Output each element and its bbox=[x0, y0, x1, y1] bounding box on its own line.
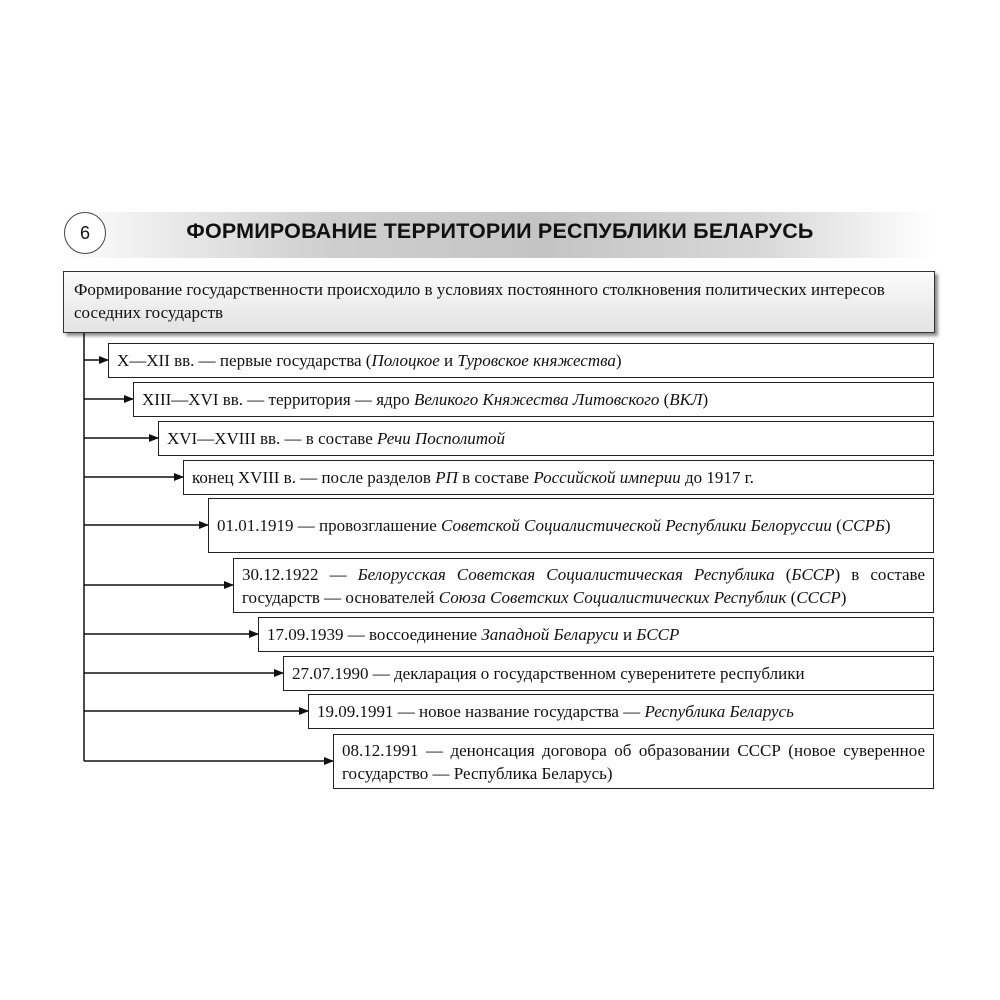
event-text-run: XVI—XVIII вв. — в составе bbox=[167, 429, 378, 448]
event-box-10 bbox=[333, 734, 934, 789]
event-box-2 bbox=[133, 382, 934, 417]
event-text-run: XIII—XVI вв. — территория — ядро bbox=[142, 390, 414, 409]
event-box-6 bbox=[233, 558, 934, 613]
event-text-run: ( bbox=[831, 516, 842, 535]
event-text-run: ( bbox=[774, 564, 792, 584]
event-text bbox=[167, 427, 925, 450]
event-box-9 bbox=[308, 694, 934, 729]
event-text-italic: БССР bbox=[636, 625, 680, 644]
event-text-italic: Туровское княжества bbox=[457, 351, 616, 370]
event-text-italic: РП bbox=[435, 468, 458, 487]
event-text bbox=[242, 563, 925, 609]
event-text-run: ) в составе государств — основателей bbox=[242, 564, 925, 607]
event-text bbox=[267, 623, 925, 646]
event-text-italic: Речи Посполитой bbox=[377, 429, 506, 448]
event-text-italic: Полоцкое bbox=[371, 351, 440, 370]
event-box-7 bbox=[258, 617, 934, 652]
event-text-run: 17.09.1939 — воссоединение bbox=[267, 625, 482, 644]
event-box-1 bbox=[108, 343, 934, 378]
event-text-run: ) bbox=[615, 351, 622, 370]
event-text-italic: ВКЛ bbox=[669, 390, 703, 409]
event-text-italic: Республика Беларусь bbox=[644, 702, 794, 721]
event-text-italic: Белорусская Советская Социалистическая Республика bbox=[357, 564, 775, 584]
page-title: ФОРМИРОВАНИЕ ТЕРРИТОРИИ РЕСПУБЛИКИ БЕЛАРУСЬ bbox=[186, 219, 814, 243]
event-text-italic: Союза Советских Социалистических Республик bbox=[438, 587, 787, 607]
event-text-run: до 1917 г. bbox=[680, 468, 754, 487]
page-number: 6 bbox=[79, 222, 90, 243]
event-text-run: ) bbox=[702, 390, 709, 409]
event-box-5 bbox=[208, 498, 934, 553]
event-box-4 bbox=[183, 460, 934, 495]
event-box-8 bbox=[283, 656, 934, 691]
event-box-3 bbox=[158, 421, 934, 456]
event-text bbox=[292, 662, 925, 685]
event-text-italic: БССР bbox=[791, 564, 835, 584]
event-text bbox=[192, 466, 925, 489]
event-text bbox=[117, 349, 925, 372]
event-text bbox=[142, 388, 925, 411]
event-text-run: ) bbox=[840, 587, 847, 607]
event-text bbox=[342, 739, 925, 785]
event-text-italic: Российской империи bbox=[533, 468, 681, 487]
event-text-italic: Западной Беларуси bbox=[481, 625, 619, 644]
page-number-badge bbox=[64, 212, 106, 254]
event-text-italic: Советской Социалистической Республики Белоруссии bbox=[441, 516, 832, 535]
event-text-run: и bbox=[618, 625, 637, 644]
event-text bbox=[217, 514, 925, 537]
event-text bbox=[317, 700, 925, 723]
event-text-italic: СССР bbox=[796, 587, 841, 607]
event-text-run: 19.09.1991 — новое название государства — bbox=[317, 702, 645, 721]
event-text-run: 30.12.1922 — bbox=[242, 564, 358, 584]
intro-box bbox=[63, 271, 935, 333]
event-text-run: конец XVIII в. — после разделов bbox=[192, 468, 436, 487]
event-text-run: ( bbox=[786, 587, 797, 607]
intro-text: Формирование государственности происходило в условиях постоянного столкновения политических интересов соседних государств bbox=[74, 280, 885, 322]
event-text-run: и bbox=[439, 351, 458, 370]
event-text-run: ( bbox=[659, 390, 670, 409]
event-text-run: ) bbox=[884, 516, 891, 535]
event-text-run: 27.07.1990 — декларация о государственном суверенитете республики bbox=[292, 664, 805, 683]
event-text-italic: Великого Княжества Литовского bbox=[413, 390, 660, 409]
event-text-run: 01.01.1919 — провозглашение bbox=[217, 516, 441, 535]
event-text-italic: ССРБ bbox=[841, 516, 885, 535]
event-text-run: в составе bbox=[457, 468, 534, 487]
event-text-run: X—XII вв. — первые государства ( bbox=[117, 351, 372, 370]
event-text-run: 08.12.1991 — денонсация договора об образовании СССР (новое суверенное государство — Республика Беларусь) bbox=[342, 740, 925, 783]
